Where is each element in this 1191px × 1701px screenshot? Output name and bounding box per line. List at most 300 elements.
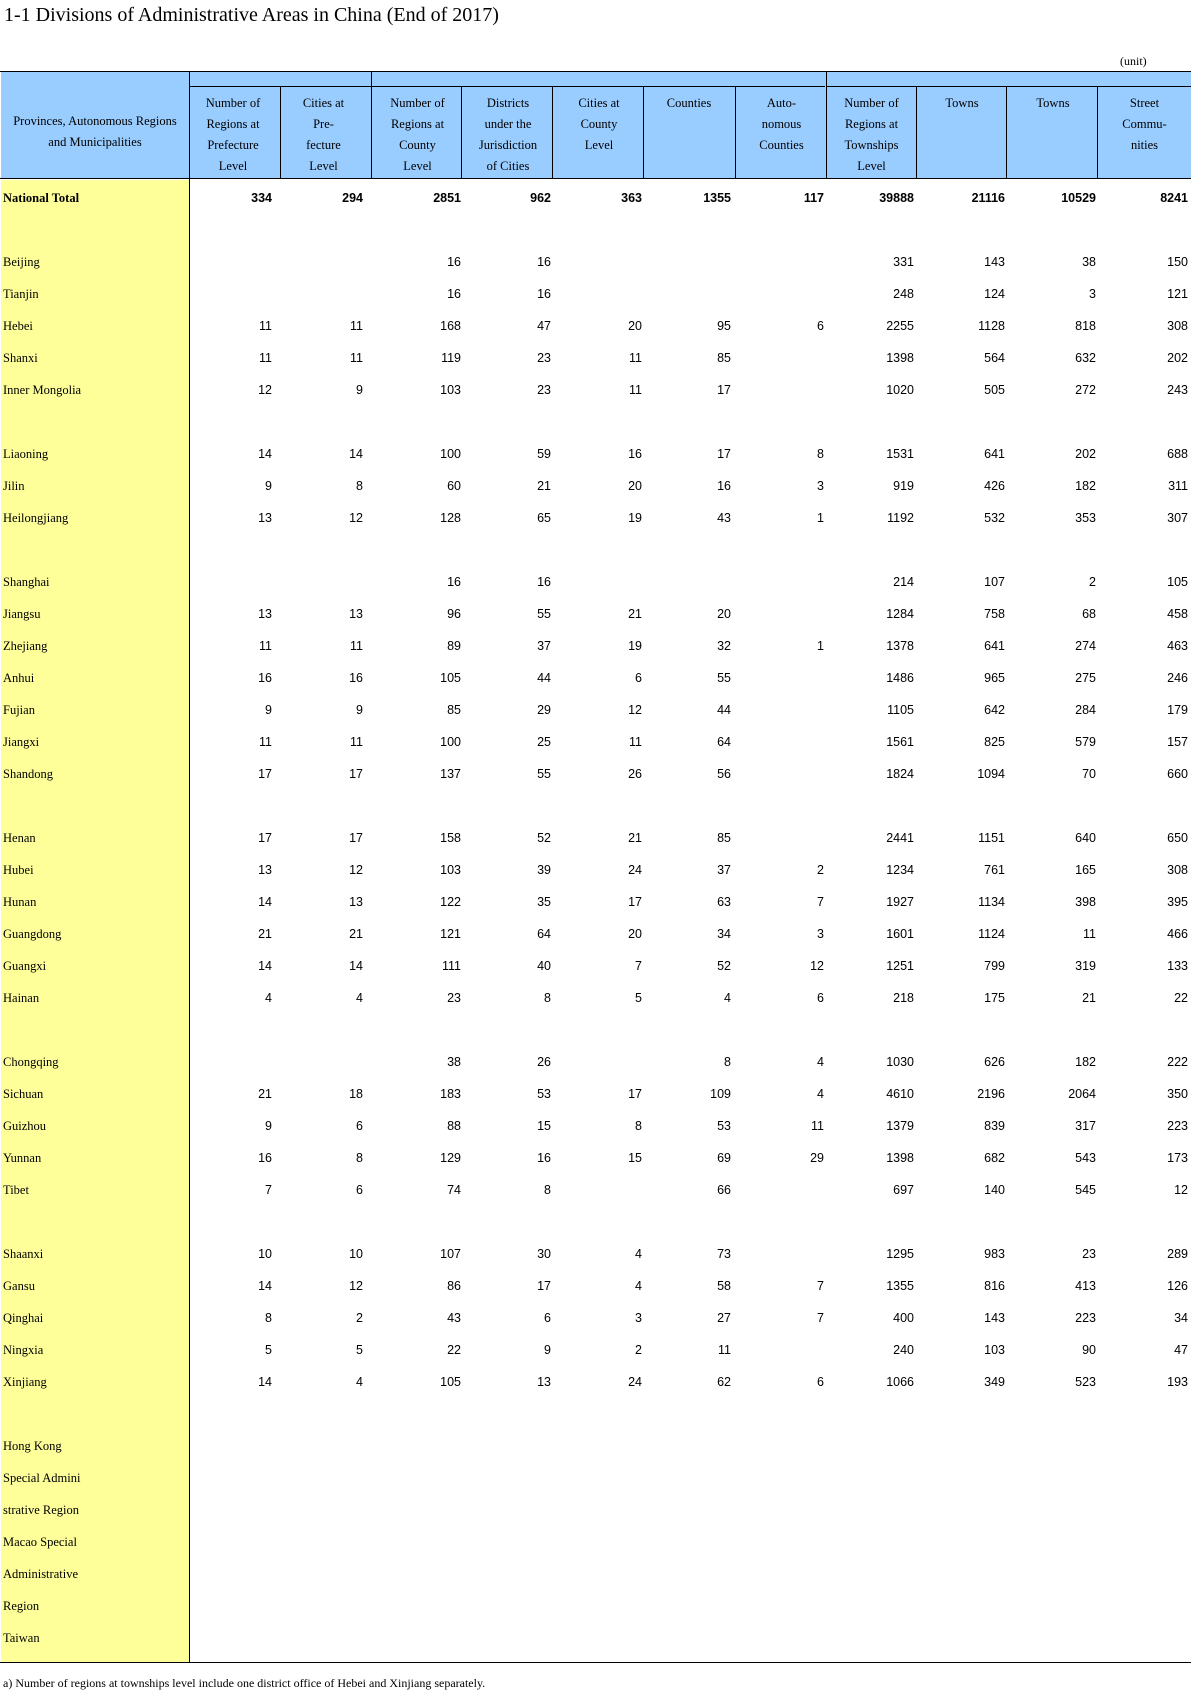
table-cell: 23 xyxy=(537,351,551,365)
table-cell: 86 xyxy=(447,1279,461,1293)
table-cell: 121 xyxy=(1167,287,1188,301)
table-cell: 632 xyxy=(1075,351,1096,365)
table-cell: 89 xyxy=(447,639,461,653)
table-cell: 111 xyxy=(441,959,461,973)
table-cell: 10 xyxy=(258,1247,272,1261)
table-cell: 697 xyxy=(893,1183,914,1197)
table-cell: 9 xyxy=(265,479,272,493)
table-cell: 126 xyxy=(1167,1279,1188,1293)
table-cell: 21 xyxy=(258,1087,272,1101)
table-cell: 3 xyxy=(817,927,824,941)
table-cell: 223 xyxy=(1075,1311,1096,1325)
table-cell: 21 xyxy=(258,927,272,941)
table-cell: 1030 xyxy=(886,1055,914,1069)
region-name: Zhejiang xyxy=(3,639,48,653)
table-cell: 16 xyxy=(258,1151,272,1165)
table-cell: 43 xyxy=(717,511,731,525)
region-name: Hong Kong xyxy=(3,1439,62,1453)
table-cell: 58 xyxy=(717,1279,731,1293)
table-cell: 150 xyxy=(1167,255,1188,269)
column-header: Auto- nomous Counties xyxy=(759,96,804,152)
table-cell: 34 xyxy=(1174,1311,1188,1325)
table-cell: 202 xyxy=(1075,447,1096,461)
table-cell: 39 xyxy=(537,863,551,877)
table-cell: 14 xyxy=(258,1375,272,1389)
table-cell: 19 xyxy=(628,511,642,525)
table-cell: 4 xyxy=(356,1375,363,1389)
table-cell: 32 xyxy=(717,639,731,653)
table-cell: 660 xyxy=(1167,767,1188,781)
table-cell: 74 xyxy=(447,1183,461,1197)
table-cell: 243 xyxy=(1167,383,1188,397)
table-cell: 10529 xyxy=(1061,191,1096,205)
table-cell: 20 xyxy=(628,479,642,493)
table-cell: 7 xyxy=(817,1279,824,1293)
region-name: Gansu xyxy=(3,1279,35,1293)
table-cell: 137 xyxy=(440,767,461,781)
table-cell: 6 xyxy=(817,319,824,333)
region-name: Ningxia xyxy=(3,1343,44,1357)
grid-line xyxy=(190,86,372,87)
table-cell: 1251 xyxy=(886,959,914,973)
table-cell: 133 xyxy=(1167,959,1188,973)
table-cell: 202 xyxy=(1167,351,1188,365)
table-cell: 65 xyxy=(537,511,551,525)
table-cell: 9 xyxy=(356,703,363,717)
table-cell: 331 xyxy=(893,255,914,269)
table-cell: 1379 xyxy=(886,1119,914,1133)
table-cell: 6 xyxy=(817,991,824,1005)
grid-line xyxy=(189,71,190,1663)
region-header: Provinces, Autonomous Regions and Municipalities xyxy=(13,114,177,149)
table-cell: 17 xyxy=(258,831,272,845)
table-cell: 183 xyxy=(440,1087,461,1101)
region-name: Anhui xyxy=(3,671,35,685)
table-cell: 18 xyxy=(349,1087,363,1101)
table-cell: 47 xyxy=(1174,1343,1188,1357)
table-cell: 413 xyxy=(1075,1279,1096,1293)
table-cell: 13 xyxy=(349,607,363,621)
table-cell: 17 xyxy=(628,895,642,909)
table-cell: 14 xyxy=(258,1279,272,1293)
table-cell: 1128 xyxy=(978,319,1005,333)
table-cell: 128 xyxy=(440,511,461,525)
table-cell: 1 xyxy=(817,511,824,525)
table-cell: 223 xyxy=(1167,1119,1188,1133)
region-name: Xinjiang xyxy=(3,1375,47,1389)
table-cell: 983 xyxy=(984,1247,1005,1261)
table-cell: 12 xyxy=(628,703,642,717)
table-cell: 1066 xyxy=(886,1375,914,1389)
table-cell: 70 xyxy=(1082,767,1096,781)
table-cell: 308 xyxy=(1167,863,1188,877)
table-cell: 11 xyxy=(259,639,272,653)
table-cell: 11 xyxy=(350,319,363,333)
region-name: Henan xyxy=(3,831,36,845)
table-cell: 8241 xyxy=(1160,191,1188,205)
table-cell: 543 xyxy=(1075,1151,1096,1165)
table-cell: 121 xyxy=(440,927,461,941)
table-cell: 272 xyxy=(1075,383,1096,397)
table-cell: 40 xyxy=(537,959,551,973)
table-cell: 59 xyxy=(537,447,551,461)
table-cell: 85 xyxy=(717,831,731,845)
table-cell: 1094 xyxy=(977,767,1005,781)
table-cell: 17 xyxy=(349,767,363,781)
table-cell: 22 xyxy=(447,1343,461,1357)
table-cell: 523 xyxy=(1075,1375,1096,1389)
table-cell: 16 xyxy=(447,287,461,301)
table-cell: 26 xyxy=(628,767,642,781)
table-cell: 21 xyxy=(628,831,642,845)
table-cell: 8 xyxy=(635,1119,642,1133)
region-name: Guangxi xyxy=(3,959,47,973)
table-cell: 23 xyxy=(447,991,461,1005)
table-cell: 105 xyxy=(440,671,461,685)
table-cell: 240 xyxy=(893,1343,914,1357)
table-cell: 64 xyxy=(537,927,551,941)
region-name: Special Admini xyxy=(3,1471,81,1485)
table-cell: 2 xyxy=(817,863,824,877)
table-cell: 30 xyxy=(537,1247,551,1261)
table-cell: 16 xyxy=(537,287,551,301)
table-cell: 308 xyxy=(1167,319,1188,333)
table-cell: 641 xyxy=(984,639,1005,653)
table-cell: 66 xyxy=(717,1183,731,1197)
table-cell: 466 xyxy=(1167,927,1188,941)
table-cell: 12 xyxy=(810,959,824,973)
table-cell: 73 xyxy=(717,1247,731,1261)
table-cell: 143 xyxy=(984,255,1005,269)
column-header: Towns xyxy=(945,96,979,110)
table-cell: 124 xyxy=(984,287,1005,301)
table-cell: 311 xyxy=(1168,479,1188,493)
table-cell: 6 xyxy=(544,1311,551,1325)
table-cell: 107 xyxy=(440,1247,461,1261)
table-cell: 2 xyxy=(356,1311,363,1325)
table-cell: 26 xyxy=(537,1055,551,1069)
region-name: Jiangsu xyxy=(3,607,41,621)
table-cell: 2441 xyxy=(886,831,914,845)
table-cell: 29 xyxy=(810,1151,824,1165)
table-cell: 179 xyxy=(1167,703,1188,717)
table-cell: 17 xyxy=(717,447,731,461)
table-cell: 24 xyxy=(628,1375,642,1389)
table-cell: 4 xyxy=(724,991,731,1005)
table-cell: 1378 xyxy=(886,639,914,653)
table-cell: 545 xyxy=(1075,1183,1096,1197)
table-cell: 6 xyxy=(356,1119,363,1133)
table-cell: 38 xyxy=(1082,255,1096,269)
column-header: Cities at Pre- fecture Level xyxy=(302,96,345,173)
table-cell: 39888 xyxy=(879,191,914,205)
table-cell: 1151 xyxy=(978,831,1005,845)
region-name: Jilin xyxy=(3,479,25,493)
table-cell: 5 xyxy=(265,1343,272,1357)
region-name: Hebei xyxy=(3,319,33,333)
table-cell: 13 xyxy=(537,1375,551,1389)
table-cell: 532 xyxy=(984,511,1005,525)
table-cell: 96 xyxy=(447,607,461,621)
table-cell: 14 xyxy=(349,447,363,461)
table-cell: 965 xyxy=(984,671,1005,685)
grid-line xyxy=(0,1662,1191,1663)
table-cell: 88 xyxy=(447,1119,461,1133)
table-cell: 8 xyxy=(265,1311,272,1325)
table-cell: 182 xyxy=(1075,479,1096,493)
table-cell: 218 xyxy=(893,991,914,1005)
region-name: Guizhou xyxy=(3,1119,47,1133)
table-cell: 8 xyxy=(724,1055,731,1069)
table-cell: 4 xyxy=(635,1279,642,1293)
table-cell: 1601 xyxy=(886,927,914,941)
table-cell: 21116 xyxy=(971,191,1005,205)
region-name: Inner Mongolia xyxy=(3,383,82,397)
table-cell: 13 xyxy=(258,863,272,877)
table-cell: 44 xyxy=(537,671,551,685)
region-name: Jiangxi xyxy=(3,735,40,749)
table-cell: 13 xyxy=(258,607,272,621)
table-cell: 11 xyxy=(629,383,642,397)
table-cell: 4 xyxy=(817,1087,824,1101)
table-cell: 17 xyxy=(258,767,272,781)
table-cell: 25 xyxy=(537,735,551,749)
table-cell: 579 xyxy=(1075,735,1096,749)
table-cell: 2255 xyxy=(886,319,914,333)
table-cell: 63 xyxy=(717,895,731,909)
table-cell: 16 xyxy=(349,671,363,685)
table-cell: 17 xyxy=(537,1279,551,1293)
table-cell: 52 xyxy=(717,959,731,973)
table-cell: 55 xyxy=(537,607,551,621)
table-cell: 7 xyxy=(635,959,642,973)
table-cell: 505 xyxy=(984,383,1005,397)
table-cell: 21 xyxy=(628,607,642,621)
column-header: Counties xyxy=(666,96,712,110)
table-cell: 13 xyxy=(349,895,363,909)
table-cell: 14 xyxy=(258,447,272,461)
table-cell: 16 xyxy=(537,575,551,589)
table-cell: 68 xyxy=(1082,607,1096,621)
column-header: Number of Regions at Prefecture Level xyxy=(205,96,261,173)
table-cell: 1355 xyxy=(703,191,731,205)
table-cell: 222 xyxy=(1167,1055,1188,1069)
table-cell: 119 xyxy=(441,351,461,365)
grid-line xyxy=(0,71,1191,72)
region-name: Sichuan xyxy=(3,1087,44,1101)
region-name: Liaoning xyxy=(3,447,49,461)
table-cell: 307 xyxy=(1167,511,1188,525)
table-cell: 117 xyxy=(803,191,824,205)
table-cell: 9 xyxy=(544,1343,551,1357)
region-name: Shanghai xyxy=(3,575,50,589)
table-cell: 35 xyxy=(537,895,551,909)
column-header: Number of Regions at Townships Level xyxy=(844,96,899,173)
table-cell: 650 xyxy=(1167,831,1188,845)
table-cell: 182 xyxy=(1075,1055,1096,1069)
table-cell: 52 xyxy=(537,831,551,845)
table-cell: 12 xyxy=(349,863,363,877)
region-name: Administrative xyxy=(3,1567,78,1581)
table-cell: 23 xyxy=(1082,1247,1096,1261)
table-cell: 758 xyxy=(984,607,1005,621)
table-cell: 3 xyxy=(635,1311,642,1325)
table-cell: 1824 xyxy=(886,767,914,781)
table-cell: 4610 xyxy=(886,1087,914,1101)
region-name: Taiwan xyxy=(3,1631,40,1645)
table-cell: 246 xyxy=(1167,671,1188,685)
table-title: 1-1 Divisions of Administrative Areas in China (End of 2017) xyxy=(4,4,499,26)
table-cell: 294 xyxy=(342,191,363,205)
table-cell: 173 xyxy=(1167,1151,1188,1165)
table-cell: 919 xyxy=(893,479,914,493)
table-cell: 23 xyxy=(537,383,551,397)
table-cell: 2 xyxy=(635,1343,642,1357)
table-cell: 1020 xyxy=(886,383,914,397)
table-cell: 43 xyxy=(447,1311,461,1325)
table-cell: 319 xyxy=(1075,959,1096,973)
table-cell: 761 xyxy=(984,863,1005,877)
table-cell: 69 xyxy=(717,1151,731,1165)
table-cell: 100 xyxy=(440,447,461,461)
table-cell: 400 xyxy=(893,1311,914,1325)
region-name: Heilongjiang xyxy=(3,511,69,525)
table-cell: 16 xyxy=(717,479,731,493)
table-cell: 17 xyxy=(628,1087,642,1101)
region-name: Guangdong xyxy=(3,927,62,941)
table-cell: 11 xyxy=(350,735,363,749)
table-cell: 7 xyxy=(265,1183,272,1197)
table-cell: 463 xyxy=(1167,639,1188,653)
table-cell: 2064 xyxy=(1068,1087,1096,1101)
column-header: Districts under the Jurisdiction of Cities xyxy=(478,96,538,173)
column-header: Towns xyxy=(1036,96,1070,110)
table-cell: 1398 xyxy=(886,1151,914,1165)
table-cell: 20 xyxy=(717,607,731,621)
table-cell: 1134 xyxy=(978,895,1005,909)
unit-label: (unit) xyxy=(1120,54,1147,68)
table-cell: 1531 xyxy=(886,447,914,461)
region-name: Hubei xyxy=(3,863,34,877)
table-cell: 158 xyxy=(440,831,461,845)
column-header: Cities at County Level xyxy=(578,96,620,152)
table-cell: 56 xyxy=(717,767,731,781)
table-cell: 1927 xyxy=(886,895,914,909)
table-cell: 16 xyxy=(537,255,551,269)
table-cell: 825 xyxy=(984,735,1005,749)
table-cell: 11 xyxy=(629,735,642,749)
table-cell: 13 xyxy=(258,511,272,525)
region-name: Region xyxy=(3,1599,40,1613)
table-cell: 38 xyxy=(447,1055,461,1069)
table-cell: 317 xyxy=(1075,1119,1096,1133)
region-name: National Total xyxy=(3,191,80,205)
region-name: Shandong xyxy=(3,767,53,781)
table-cell: 9 xyxy=(265,1119,272,1133)
table-cell: 8 xyxy=(356,479,363,493)
table-cell: 122 xyxy=(440,895,461,909)
table-cell: 95 xyxy=(717,319,731,333)
table-cell: 15 xyxy=(537,1119,551,1133)
table-cell: 640 xyxy=(1075,831,1096,845)
table-cell: 818 xyxy=(1075,319,1096,333)
table-cell: 1192 xyxy=(887,511,914,525)
table-cell: 21 xyxy=(1082,991,1096,1005)
table-cell: 11 xyxy=(811,1119,824,1133)
column-header: Street Commu- nities xyxy=(1122,96,1167,152)
table-cell: 60 xyxy=(447,479,461,493)
table-cell: 16 xyxy=(447,575,461,589)
table-cell: 37 xyxy=(537,639,551,653)
table-cell: 9 xyxy=(356,383,363,397)
table-cell: 642 xyxy=(984,703,1005,717)
table-cell: 85 xyxy=(717,351,731,365)
table-cell: 22 xyxy=(1174,991,1188,1005)
table-cell: 816 xyxy=(984,1279,1005,1293)
table-cell: 2851 xyxy=(433,191,461,205)
table-cell: 11 xyxy=(350,351,363,365)
table-cell: 62 xyxy=(717,1375,731,1389)
table-cell: 1234 xyxy=(886,863,914,877)
region-name: Beijing xyxy=(3,255,40,269)
table-cell: 11 xyxy=(259,319,272,333)
table-cell: 24 xyxy=(628,863,642,877)
table-cell: 5 xyxy=(356,1343,363,1357)
table-cell: 641 xyxy=(984,447,1005,461)
table-cell: 284 xyxy=(1075,703,1096,717)
region-name: Tibet xyxy=(3,1183,29,1197)
table-cell: 8 xyxy=(817,447,824,461)
table-cell: 3 xyxy=(817,479,824,493)
footnote: a) Number of regions at townships level include one district office of Hebei and Xinjiang separately. xyxy=(3,1676,486,1690)
table-cell: 1561 xyxy=(886,735,914,749)
table-cell: 21 xyxy=(349,927,363,941)
region-name: Qinghai xyxy=(3,1311,44,1325)
table-cell: 11 xyxy=(259,351,272,365)
table-cell: 16 xyxy=(258,671,272,685)
table-cell: 15 xyxy=(628,1151,642,1165)
table-cell: 564 xyxy=(984,351,1005,365)
table-cell: 1295 xyxy=(886,1247,914,1261)
grid-line xyxy=(371,86,825,87)
table-cell: 103 xyxy=(440,863,461,877)
table-cell: 1284 xyxy=(886,607,914,621)
table-cell: 16 xyxy=(537,1151,551,1165)
table-cell: 27 xyxy=(717,1311,731,1325)
table-cell: 16 xyxy=(628,447,642,461)
table-cell: 55 xyxy=(537,767,551,781)
table-cell: 363 xyxy=(621,191,642,205)
table-cell: 168 xyxy=(440,319,461,333)
table-cell: 107 xyxy=(984,575,1005,589)
table-cell: 4 xyxy=(356,991,363,1005)
table-cell: 10 xyxy=(349,1247,363,1261)
table-cell: 3 xyxy=(1089,287,1096,301)
table-cell: 688 xyxy=(1167,447,1188,461)
table-cell: 14 xyxy=(258,959,272,973)
column-header: Number of Regions at County Level xyxy=(390,96,445,173)
table-cell: 11 xyxy=(259,735,272,749)
table-cell: 109 xyxy=(710,1087,731,1101)
table-cell: 12 xyxy=(349,511,363,525)
grid-line xyxy=(0,178,1191,179)
table-cell: 9 xyxy=(265,703,272,717)
table-cell: 248 xyxy=(893,287,914,301)
table-cell: 53 xyxy=(537,1087,551,1101)
table-cell: 165 xyxy=(1075,863,1096,877)
table-cell: 19 xyxy=(628,639,642,653)
table-cell: 682 xyxy=(984,1151,1005,1165)
